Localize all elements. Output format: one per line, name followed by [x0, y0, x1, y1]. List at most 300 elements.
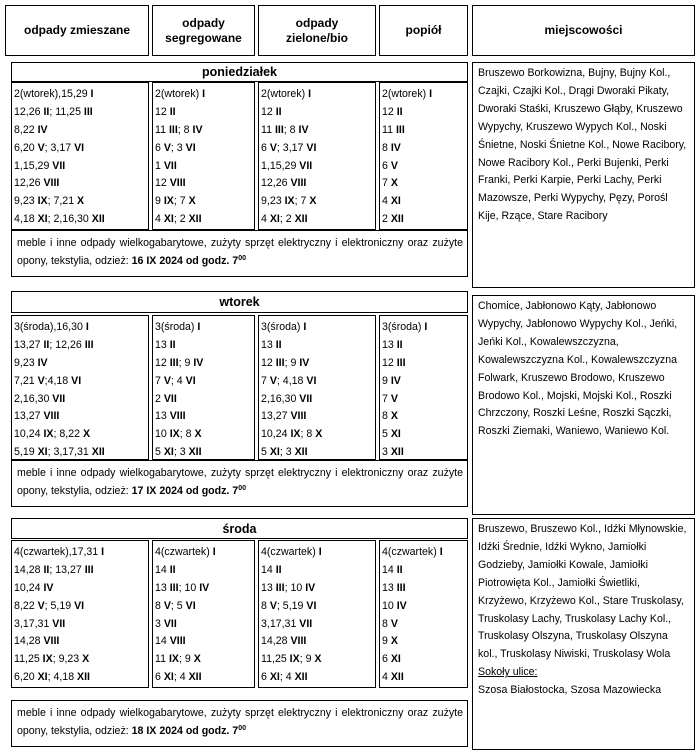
schedule-month: V — [269, 599, 277, 612]
schedule-month: I — [90, 88, 94, 100]
schedule-row — [155, 86, 254, 104]
schedule-days: 4,18 — [14, 213, 38, 226]
schedule-days: 12 — [382, 356, 397, 369]
schedule-days: 5,19 — [14, 446, 38, 459]
schedule-month: I — [308, 88, 312, 100]
schedule-row — [14, 122, 148, 140]
schedule-row — [155, 391, 254, 409]
schedule-month: I — [318, 546, 322, 558]
bulky-note-date: 16 IX 2024 od godz. 7 — [131, 255, 239, 267]
bulky-note-hour-sup: 00 — [238, 255, 247, 262]
schedule-month: XII — [91, 213, 105, 226]
schedule-days: ; 9 — [284, 356, 300, 369]
schedule-row — [14, 544, 148, 562]
schedule-days: 8 — [261, 599, 270, 612]
schedule-days: ; 3,17,31 — [47, 446, 92, 459]
schedule-month: XII — [294, 446, 308, 459]
schedule-days: 12 — [155, 356, 170, 369]
schedule-days: 4(czwartek) — [155, 546, 213, 558]
schedule-days: ; 7 — [173, 195, 189, 208]
header-segregated — [152, 5, 255, 56]
schedule-days: 13 — [155, 410, 170, 423]
schedule-days: ; 7 — [294, 195, 310, 208]
schedule-month: VIII — [43, 635, 60, 648]
schedule-days: 9 — [382, 374, 391, 387]
schedule-month: XII — [294, 213, 308, 226]
schedule-row — [382, 211, 467, 229]
schedule-month: V — [390, 159, 398, 172]
schedule-row — [261, 104, 375, 122]
schedule-days: ; 8 — [177, 123, 193, 136]
schedule-days: 11 — [155, 653, 169, 666]
bulky-waste-note-wednesday — [11, 700, 468, 747]
schedule-days: 3(środa) — [261, 321, 304, 333]
schedule-row — [382, 373, 467, 391]
schedule-days: ; 5,19 — [44, 599, 75, 612]
schedule-row — [155, 337, 254, 355]
schedule-month: IV — [37, 123, 48, 136]
header-ash — [379, 5, 468, 56]
schedule-days: ; 4,18 — [276, 374, 307, 387]
day-label: poniedziałek — [201, 65, 278, 79]
schedule-month: XI — [163, 671, 174, 684]
schedule-days: 9 — [382, 635, 391, 648]
schedule-month: X — [390, 635, 398, 648]
schedule-month: XI — [390, 428, 401, 441]
schedule-days: 13,27 — [261, 410, 291, 423]
day-wednesday — [11, 518, 468, 539]
schedule-row — [155, 122, 254, 140]
header-green — [258, 5, 376, 56]
schedule-month: III — [395, 123, 405, 136]
bulky-note-date: 18 IX 2024 od godz. 7 — [131, 725, 239, 737]
schedule-month: II — [169, 338, 176, 351]
schedule-row — [261, 669, 375, 687]
schedule-days: 1,15,29 — [261, 159, 300, 172]
schedule-days: ; 8,22 — [53, 428, 83, 441]
schedule-days: 6 — [382, 653, 391, 666]
schedule-month: IV — [193, 356, 204, 369]
schedule-month: X — [188, 195, 196, 208]
schedule-days: ; 9 — [299, 653, 315, 666]
schedule-row — [155, 426, 254, 444]
schedule-row — [261, 158, 375, 176]
schedule-month: II — [396, 105, 403, 118]
schedule-days: 14 — [155, 563, 170, 576]
schedule-month: VII — [163, 159, 177, 172]
header-mixed — [5, 5, 149, 56]
schedule-row — [155, 104, 254, 122]
schedule-days: 6 — [382, 159, 391, 172]
schedule-days: ; 4 — [173, 671, 189, 684]
schedule-days: 4 — [261, 213, 270, 226]
bulky-note-text: meble i inne odpady wielkogabarytowe, zużyty sprzęt elektryczny i elektroniczny oraz zużyte opony, tekstylia, odzież: — [17, 467, 463, 497]
schedule-row — [261, 175, 375, 193]
schedule-month: XII — [294, 671, 308, 684]
schedule-month: VI — [74, 599, 85, 612]
schedule-month: IV — [299, 356, 310, 369]
schedule-month: II — [43, 105, 50, 118]
schedule-month: III — [169, 356, 179, 369]
schedule-days: 10 — [155, 428, 170, 441]
schedule-row — [261, 562, 375, 580]
schedule-month: X — [390, 177, 398, 190]
bulky-waste-note-tuesday — [11, 460, 468, 507]
bulky-note-date: 17 IX 2024 od godz. 7 — [131, 485, 239, 497]
schedule-days: 4 — [382, 195, 391, 208]
schedule-row — [382, 193, 467, 211]
schedule-month: X — [315, 428, 323, 441]
schedule-month: VII — [52, 159, 66, 172]
schedule-month: VIII — [169, 410, 186, 423]
schedule-days: 11 — [155, 123, 169, 136]
schedule-month: XI — [269, 213, 280, 226]
schedule-days: ; 9 — [178, 356, 194, 369]
schedule-days: ; 2 — [173, 213, 189, 226]
localities-wednesday — [472, 518, 695, 750]
schedule-row — [261, 580, 375, 598]
schedule-row — [382, 426, 467, 444]
schedule-month: III — [275, 356, 285, 369]
schedule-days: 14,28 — [14, 563, 44, 576]
schedule-days: 8,22 — [14, 123, 38, 136]
schedule-days: ; 8 — [283, 123, 299, 136]
schedule-month: XI — [163, 446, 174, 459]
schedule-month: XII — [390, 446, 404, 459]
schedule-days: ; 7,21 — [47, 195, 78, 208]
schedule-row — [14, 616, 148, 634]
schedule-month: X — [314, 653, 322, 666]
schedule-row — [261, 391, 375, 409]
schedule-days: 4(czwartek),17,31 — [14, 546, 102, 558]
schedule-days: 11,25 — [14, 653, 43, 666]
schedule-month: X — [82, 653, 90, 666]
schedule-row — [382, 140, 467, 158]
schedule-row — [261, 140, 375, 158]
schedule-month: III — [84, 563, 94, 576]
schedule-row — [155, 373, 254, 391]
schedule-month: VI — [185, 599, 196, 612]
schedule-month: IV — [192, 123, 203, 136]
schedule-month: IX — [169, 428, 180, 441]
schedule-month: IV — [37, 356, 48, 369]
schedule-days: 6,20 — [14, 141, 38, 154]
schedule-days: 12,26 — [14, 177, 44, 190]
schedule-row — [261, 373, 375, 391]
schedule-days: 13,27 — [14, 338, 44, 351]
schedule-month: V — [269, 374, 277, 387]
schedule-days: ; 8 — [300, 428, 316, 441]
header-mixed-label: odpady zmieszane — [23, 23, 131, 37]
schedule-row — [382, 580, 467, 598]
schedule-days: 2,16,30 — [261, 392, 300, 405]
schedule-days: 2,16,30 — [14, 392, 53, 405]
schedule-month: XII — [390, 671, 404, 684]
schedule-days: 12,26 — [14, 105, 44, 118]
schedule-month: I — [303, 321, 307, 333]
schedule-row — [155, 158, 254, 176]
schedule-days: 14 — [261, 563, 276, 576]
schedule-days: ; 10 — [178, 581, 200, 594]
schedule-days: 13 — [382, 581, 397, 594]
schedule-month: I — [429, 88, 433, 100]
schedule-row — [14, 580, 148, 598]
schedule-month: IX — [43, 428, 54, 441]
schedule-days: 10,24 — [14, 428, 44, 441]
schedule-month: II — [275, 105, 282, 118]
schedule-month: V — [163, 374, 171, 387]
localities-monday — [472, 62, 695, 288]
bulky-note-text: meble i inne odpady wielkogabarytowe, zużyty sprzęt elektryczny i elektroniczny oraz zużyte opony, tekstylia, odzież: — [17, 237, 463, 267]
schedule-row — [14, 86, 148, 104]
schedule-month: II — [275, 338, 282, 351]
schedule-days: 3,17,31 — [261, 617, 300, 630]
schedule-days: 2(wtorek) — [261, 88, 309, 100]
schedule-days: 14,28 — [261, 635, 291, 648]
schedule-month: IX — [163, 195, 174, 208]
schedule-month: X — [390, 410, 398, 423]
schedule-month: X — [193, 653, 201, 666]
schedule-days: 1,15,29 — [14, 159, 53, 172]
schedule-month: VI — [74, 141, 85, 154]
schedule-row — [261, 598, 375, 616]
schedule-month: VIII — [43, 410, 60, 423]
schedule-month: VII — [52, 392, 66, 405]
schedule-month: VIII — [290, 635, 307, 648]
schedule-row — [155, 616, 254, 634]
schedule-month: VI — [306, 374, 317, 387]
schedule-row — [261, 337, 375, 355]
ash-col-wednesday — [379, 540, 468, 688]
schedule-days: 12 — [155, 177, 170, 190]
green-col-tuesday — [258, 315, 376, 460]
day-label: środa — [222, 521, 257, 536]
schedule-month: V — [37, 141, 45, 154]
schedule-days: 3,17,31 — [14, 617, 53, 630]
schedule-row — [261, 616, 375, 634]
schedule-month: IV — [43, 581, 54, 594]
schedule-row — [261, 211, 375, 229]
schedule-month: XII — [390, 213, 404, 226]
schedule-row — [155, 580, 254, 598]
schedule-month: VIII — [169, 177, 186, 190]
schedule-days: 7 — [382, 177, 391, 190]
schedule-row — [14, 373, 148, 391]
schedule-days: 6 — [261, 671, 270, 684]
schedule-row — [382, 408, 467, 426]
schedule-row — [155, 355, 254, 373]
schedule-row — [382, 158, 467, 176]
schedule-row — [155, 669, 254, 687]
schedule-days: 3 — [382, 446, 391, 459]
schedule-days: 10,24 — [14, 581, 44, 594]
schedule-row — [261, 355, 375, 373]
schedule-days: 8,22 — [14, 599, 38, 612]
schedule-row — [155, 408, 254, 426]
schedule-days: 2(wtorek) — [155, 88, 203, 100]
schedule-row — [261, 122, 375, 140]
schedule-row — [14, 444, 148, 460]
schedule-days: ; 11,25 — [49, 105, 84, 118]
schedule-month: I — [212, 546, 216, 558]
schedule-days: 14,28 — [14, 635, 44, 648]
schedule-row — [155, 562, 254, 580]
schedule-month: VIII — [290, 410, 307, 423]
schedule-month: XI — [269, 671, 280, 684]
schedule-row — [261, 86, 375, 104]
schedule-days: 1 — [155, 159, 164, 172]
schedule-month: VII — [163, 392, 177, 405]
schedule-row — [155, 633, 254, 651]
schedule-month: V — [163, 141, 171, 154]
schedule-row — [155, 598, 254, 616]
schedule-row — [261, 193, 375, 211]
header-ash-label: popiół — [405, 23, 442, 37]
bulky-note-text: meble i inne odpady wielkogabarytowe, zużyty sprzęt elektryczny i elektroniczny oraz zużyte opony, tekstylia, odzież: — [17, 707, 463, 737]
schedule-month: V — [163, 599, 171, 612]
schedule-days: 5 — [155, 446, 164, 459]
schedule-month: I — [101, 546, 105, 558]
schedule-month: II — [396, 563, 403, 576]
schedule-row — [14, 104, 148, 122]
schedule-row — [261, 633, 375, 651]
schedule-days: 3(środa) — [155, 321, 198, 333]
schedule-days: 7 — [261, 374, 270, 387]
schedule-row — [382, 355, 467, 373]
schedule-month: IV — [396, 599, 407, 612]
schedule-days: 2 — [382, 213, 391, 226]
schedule-month: IX — [42, 653, 53, 666]
schedule-days: 8 — [382, 410, 391, 423]
schedule-row — [14, 562, 148, 580]
schedule-days: 6 — [261, 141, 270, 154]
schedule-month: III — [275, 581, 285, 594]
schedule-days: 10,24 — [261, 428, 291, 441]
schedule-month: XII — [188, 213, 202, 226]
schedule-month: III — [396, 581, 406, 594]
schedule-row — [261, 444, 375, 460]
schedule-days: ; 4,18 — [47, 671, 78, 684]
schedule-days: ; 3,17 — [276, 141, 307, 154]
mixed-col-wednesday — [11, 540, 149, 688]
schedule-days: 5 — [261, 446, 270, 459]
schedule-days: ; 2,16,30 — [47, 213, 92, 226]
segregated-col-wednesday — [152, 540, 255, 688]
schedule-row — [382, 104, 467, 122]
schedule-month: II — [275, 563, 282, 576]
schedule-days: ; 3 — [279, 446, 295, 459]
schedule-days: 9 — [155, 195, 164, 208]
green-col-monday — [258, 82, 376, 230]
schedule-days: 3 — [155, 617, 164, 630]
schedule-days: ; 5,19 — [276, 599, 307, 612]
localities-text: Bruszewo Borkowizna, Bujny, Bujny Kol., Czajki, Czajki Kol., Drągi Dworaki Pikaty, Dworaki Staśki, Kruszewo Głąby, Kruszewo Wypychy, Kruszewo Wypych Kol., Noski Śnietne, Noski Śnietne Kol., Nowe Racibory, Nowe Racibory Kol., Perki Bujenki, Perki Franki, Perki Karpie, Perki Lachy, Perki Mazowsze, Perki Wypychy, Pęzy, Porośl Kije, Rzące, Stare Racibory — [478, 67, 687, 223]
schedule-days: 12 — [155, 105, 170, 118]
schedule-days: 2(wtorek),15,29 — [14, 88, 91, 100]
schedule-days: ; 2 — [279, 213, 295, 226]
schedule-month: VII — [163, 617, 177, 630]
schedule-row — [261, 408, 375, 426]
schedule-month: VIII — [169, 635, 186, 648]
schedule-days: 9,23 — [14, 195, 38, 208]
schedule-month: III — [84, 338, 94, 351]
schedule-days: ; 13,27 — [49, 563, 85, 576]
schedule-month: I — [85, 321, 89, 333]
schedule-month: VII — [52, 617, 66, 630]
schedule-row — [14, 140, 148, 158]
schedule-row — [382, 319, 467, 337]
schedule-month: I — [439, 546, 443, 558]
schedule-days: ; 3 — [170, 141, 186, 154]
schedule-days: ; 4 — [170, 374, 186, 387]
schedule-month: XI — [269, 446, 280, 459]
schedule-days: ; 9,23 — [52, 653, 83, 666]
schedule-month: IV — [390, 374, 401, 387]
schedule-days: ; 3,17 — [44, 141, 75, 154]
schedule-days: 11 — [382, 123, 396, 136]
schedule-row — [382, 669, 467, 687]
schedule-days: 10 — [382, 599, 397, 612]
schedule-month: IX — [289, 653, 300, 666]
schedule-month: XI — [163, 213, 174, 226]
schedule-row — [155, 651, 254, 669]
schedule-month: XI — [390, 653, 401, 666]
schedule-month: VII — [299, 617, 313, 630]
schedule-days: 12 — [261, 356, 276, 369]
streets-text: Szosa Białostocka, Szosa Mazowiecka — [478, 684, 662, 697]
schedule-days: 13,27 — [14, 410, 44, 423]
schedule-month: IX — [37, 195, 48, 208]
schedule-days: 6 — [155, 671, 164, 684]
schedule-days: 7 — [155, 374, 164, 387]
header-localities-label: miejscowości — [544, 23, 623, 37]
schedule-days: ; 8 — [179, 428, 195, 441]
schedule-row — [155, 140, 254, 158]
schedule-row — [261, 544, 375, 562]
schedule-days: ; 12,26 — [49, 338, 85, 351]
schedule-days: ; 4 — [279, 671, 295, 684]
schedule-row — [14, 669, 148, 687]
schedule-days: 12 — [382, 105, 397, 118]
schedule-month: IV — [390, 141, 401, 154]
schedule-month: VI — [185, 141, 196, 154]
schedule-days: 8 — [155, 599, 164, 612]
schedule-row — [14, 175, 148, 193]
schedule-month: X — [77, 195, 85, 208]
schedule-row — [155, 319, 254, 337]
schedule-row — [14, 598, 148, 616]
schedule-days: ;4,18 — [44, 374, 72, 387]
schedule-days: 6,20 — [14, 671, 38, 684]
schedule-month: VI — [185, 374, 196, 387]
schedule-row — [155, 444, 254, 460]
schedule-days: 5 — [382, 428, 391, 441]
schedule-days: 13 — [261, 338, 276, 351]
schedule-month: VI — [71, 374, 82, 387]
schedule-month: VII — [299, 159, 313, 172]
schedule-month: VI — [306, 599, 317, 612]
header-segregated-label: odpady segregowane — [165, 15, 242, 45]
day-monday — [11, 62, 468, 82]
schedule-row — [261, 651, 375, 669]
schedule-month: IX — [168, 653, 179, 666]
schedule-row — [14, 426, 148, 444]
schedule-month: I — [202, 88, 206, 100]
schedule-month: V — [390, 392, 398, 405]
schedule-row — [261, 319, 375, 337]
schedule-month: II — [396, 338, 403, 351]
schedule-month: V — [390, 617, 398, 630]
